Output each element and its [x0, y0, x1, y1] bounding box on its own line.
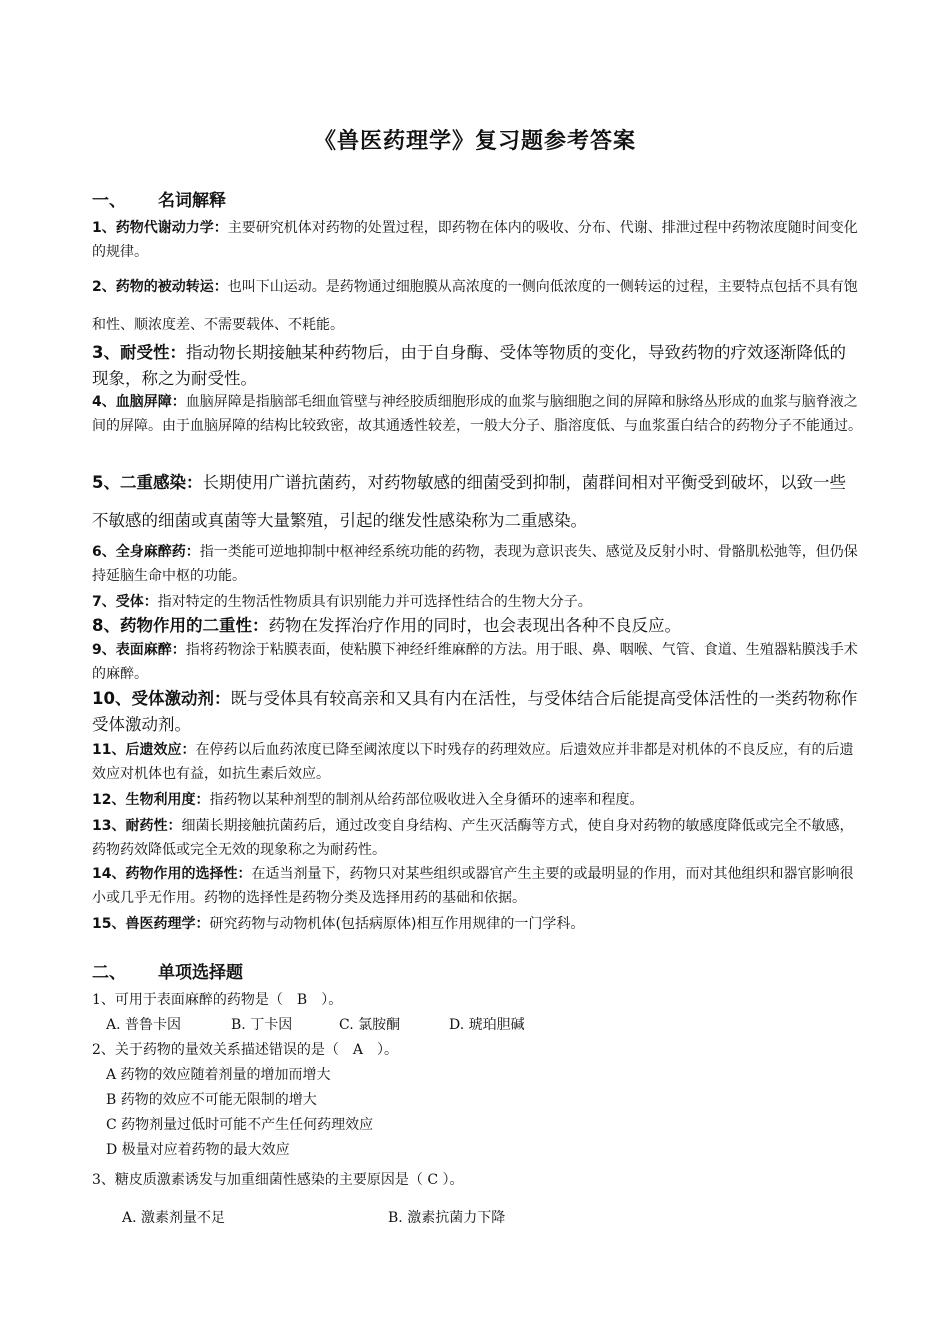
definition-term: 1、药物代谢动力学：: [92, 220, 228, 236]
option: A 药物的效应随着剂量的增加而增大: [106, 1067, 331, 1083]
definition-term: 13、耐药性：: [92, 818, 182, 834]
definition-term: 14、药物作用的选择性：: [92, 866, 252, 882]
definition-text: 指一类能可逆地抑制中枢神经系统功能的药物，表现为意识丧失、感觉及反射小时、骨骼肌松弛等，但仍保持延脑生命中枢的功能。: [92, 544, 858, 584]
definition-item: [92, 638, 862, 686]
definition-item: [92, 912, 862, 936]
definition-item: [92, 268, 862, 344]
definition-item: [92, 540, 862, 588]
definition-item: [92, 590, 862, 614]
section-label: 名词解释: [158, 191, 226, 211]
definition-term: 3、耐受性：: [92, 343, 186, 362]
definition-text: 在停药以后血药浓度已降至阈浓度以下时残存的药理效应。后遗效应并非都是对机体的不良反应，有的后遗效应对机体也有益，如抗生素后效应。: [92, 742, 854, 782]
option: A. 激素剂量不足: [122, 1210, 226, 1226]
definition-item: [92, 814, 862, 862]
definition-text: 血脑屏障是指脑部毛细血管壁与神经胶质细胞形成的血浆与脑细胞之间的屏障和脉络丛形成的血浆与脑脊液之间的屏障。由于血脑屏障的结构比较致密，故其通透性较差，一般大分子、脂溶度低、与血浆蛋白结合的药物分子不能通过。: [92, 394, 862, 434]
definition-term: 10、受体激动剂：: [92, 689, 231, 708]
definition-item: [92, 862, 862, 910]
definition-text: 既与受体具有较高亲和又具有内在活性，与受体结合后能提高受体活性的一类药物称作受体激动剂。: [92, 689, 858, 734]
definition-term: 12、生物利用度：: [92, 792, 210, 808]
option: B 药物的效应不可能无限制的增大: [106, 1092, 317, 1108]
definition-term: 11、后遗效应：: [92, 742, 196, 758]
section-heading-choice: [92, 958, 243, 983]
definition-text: 指动物长期接触某种药物后，由于自身酶、受体等物质的变化，导致药物的疗效逐渐降低的现象，称之为耐受性。: [92, 343, 846, 388]
option: D. 琥珀胆碱: [449, 1017, 525, 1033]
definition-item: [92, 340, 862, 392]
definition-text: 研究药物与动物机体(包括病原体)相互作用规律的一门学科。: [209, 916, 585, 932]
question-stem: 3、糖皮质激素诱发与加重细菌性感染的主要原因是（ C ）。: [92, 1172, 464, 1188]
definition-text: 主要研究机体对药物的处置过程，即药物在体内的吸收、分布、代谢、排泄过程中药物浓度随时间变化的规律。: [92, 220, 858, 260]
section-label: 单项选择题: [158, 963, 243, 983]
section-number: 二、: [92, 963, 126, 983]
section-heading-definitions: [92, 186, 226, 211]
definition-term: 7、受体：: [92, 594, 158, 610]
question-stem: 2、关于药物的量效关系描述错误的是（ A ）。: [92, 1042, 399, 1058]
option-row: [106, 1013, 525, 1037]
definition-term: 8、药物作用的二重性：: [92, 616, 269, 635]
definition-term: 15、兽医药理学：: [92, 916, 210, 932]
definition-item: [92, 216, 862, 264]
definition-term: 9、表面麻醉：: [92, 642, 186, 658]
definition-item: [92, 613, 862, 639]
document-title: 《兽医药理学》复习题参考答案: [313, 128, 636, 154]
option: D 极量对应着药物的最大效应: [106, 1142, 290, 1158]
definition-text: 药物在发挥治疗作用的同时，也会表现出各种不良反应。: [268, 616, 681, 635]
definition-text: 指将药物涂于粘膜表面，使粘膜下神经纤维麻醉的方法。用于眼、鼻、咽喉、气管、食道、生殖器粘膜浅手术的麻醉。: [92, 642, 858, 682]
definition-text: 也叫下山运动。是药物通过细胞膜从高浓度的一侧向低浓度的一侧转运的过程，主要特点包括不具有饱和性、顺浓度差、不需要载体、不耗能。: [92, 279, 858, 333]
definition-item: [92, 390, 862, 438]
section-number: 一、: [92, 191, 126, 211]
definition-term: 6、全身麻醉药：: [92, 544, 200, 560]
option: B. 丁卡因: [231, 1017, 293, 1033]
option-row: [122, 1206, 505, 1230]
definition-item: [92, 788, 862, 812]
definition-text: 指对特定的生物活性物质具有识别能力并可选择性结合的生物大分子。: [157, 594, 592, 610]
definition-item: [92, 738, 862, 786]
option: A. 普鲁卡因: [106, 1017, 182, 1033]
definition-item: [92, 686, 862, 738]
definition-item: [92, 464, 862, 540]
definition-term: 4、血脑屏障：: [92, 394, 186, 410]
option: C. 氯胺酮: [339, 1017, 401, 1033]
option: B. 激素抗菌力下降: [388, 1210, 506, 1226]
definition-text: 指药物以某种剂型的制剂从给药部位吸收进入全身循环的速率和程度。: [209, 792, 644, 808]
definition-text: 细菌长期接触抗菌药后，通过改变自身结构、产生灭活酶等方式，使自身对药物的敏感度降低或完全不敏感，药物药效降低或完全无效的现象称之为耐药性。: [92, 818, 854, 858]
option: C 药物剂量过低时可能不产生任何药理效应: [106, 1117, 374, 1133]
definition-text: 在适当剂量下，药物只对某些组织或器官产生主要的或最明显的作用，而对其他组织和器官影响很小或几乎无作用。药物的选择性是药物分类及选择用药的基础和依据。: [92, 866, 854, 906]
definition-term: 2、药物的被动转运：: [92, 279, 228, 295]
definition-text: 长期使用广谱抗菌药，对药物敏感的细菌受到抑制，菌群间相对平衡受到破坏，以致一些不敏感的细菌或真菌等大量繁殖，引起的继发性感染称为二重感染。: [92, 473, 846, 530]
definition-term: 5、二重感染：: [92, 473, 203, 492]
question-stem: 1、可用于表面麻醉的药物是（ B ）。: [92, 992, 343, 1008]
